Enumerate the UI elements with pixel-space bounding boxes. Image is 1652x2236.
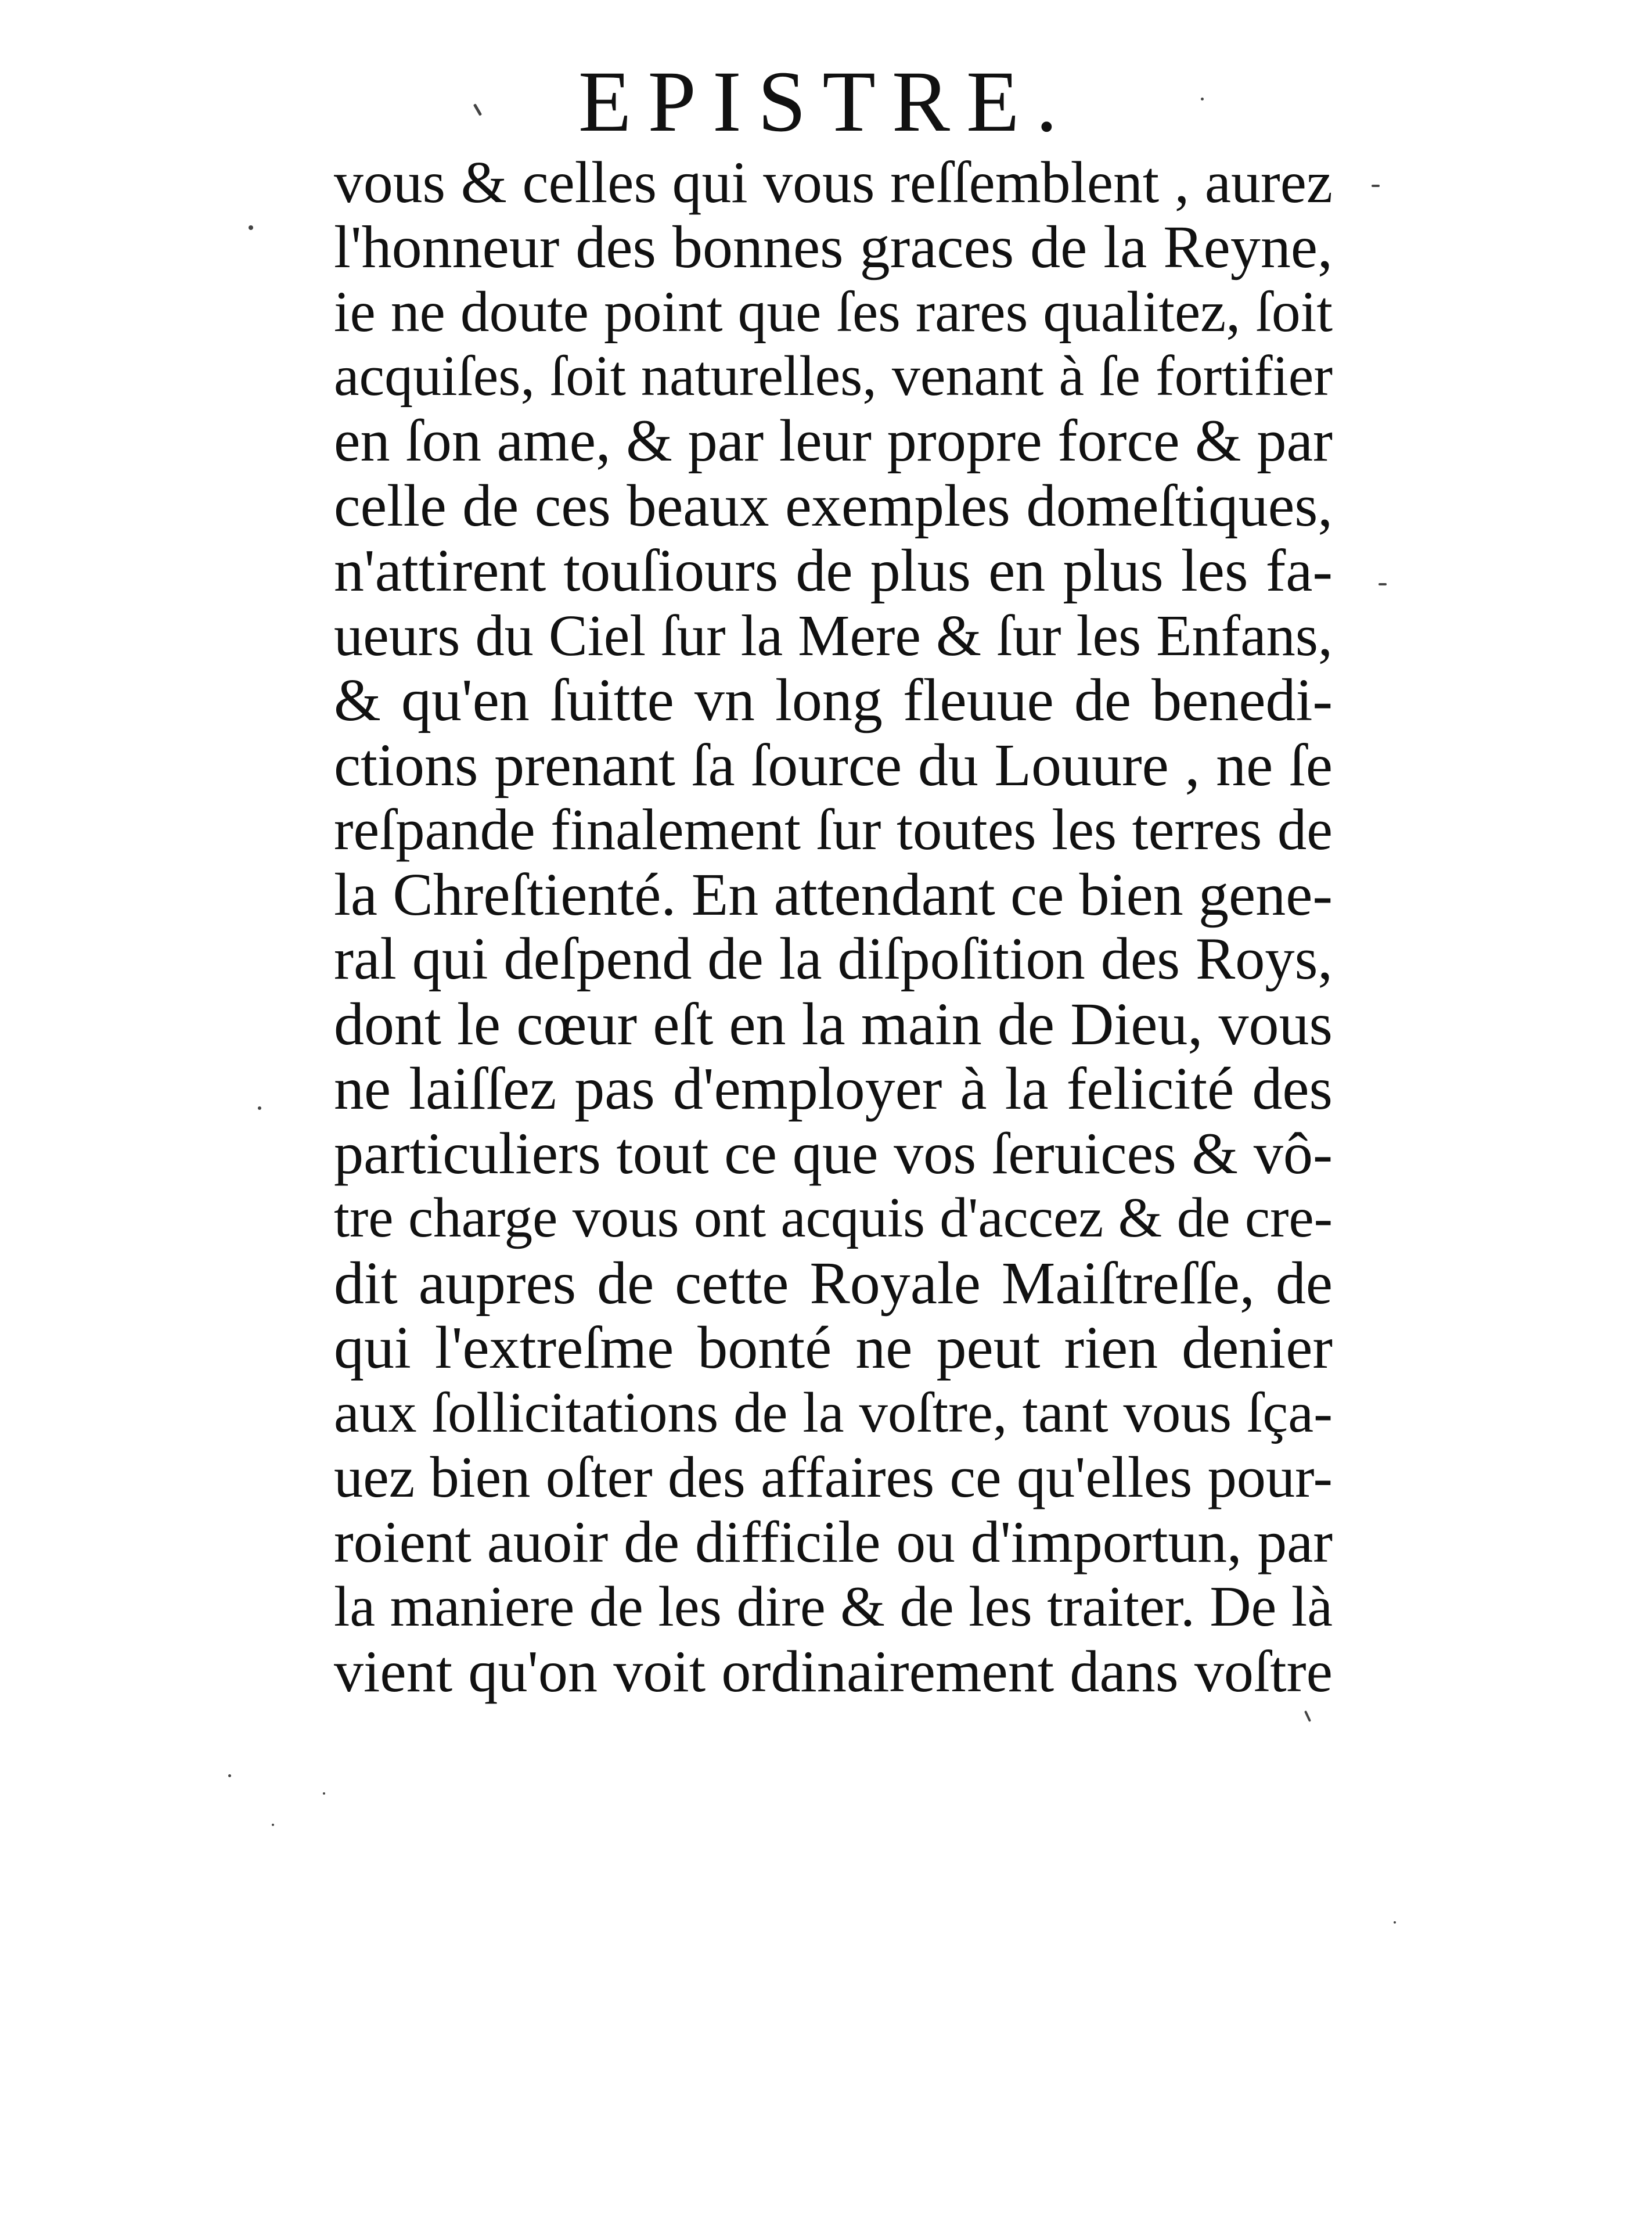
text-line: la maniere de les dire & de les traiter. De là bbox=[334, 1575, 1333, 1638]
ink-speck bbox=[1372, 185, 1380, 187]
text-line: dont le cœur eſt en la main de Dieu, vous bbox=[334, 990, 1333, 1058]
text-line: ral qui deſpend de la diſpoſition des Roys, bbox=[334, 926, 1333, 992]
body-text bbox=[334, 150, 1333, 1704]
ink-speck bbox=[249, 225, 253, 230]
text-line: celle de ces beaux exemples domeſtiques, bbox=[334, 472, 1333, 539]
text-line: uez bien oſter des affaires ce qu'elles pour- bbox=[334, 1445, 1333, 1509]
text-line: en ſon ame, & par leur propre force & par bbox=[334, 408, 1333, 474]
ink-speck bbox=[1304, 1710, 1311, 1722]
text-line: vient qu'on voit ordinairement dans voſtre bbox=[334, 1638, 1333, 1705]
ink-speck bbox=[272, 1824, 274, 1826]
text-line: aux ſollicitations de la voſtre, tant vous ſça- bbox=[334, 1381, 1333, 1444]
text-line: acquiſes, ſoit naturelles, venant à ſe fortifier bbox=[334, 344, 1333, 408]
text-line: l'honneur des bonnes graces de la Reyne, bbox=[334, 213, 1333, 281]
text-line: vous & celles qui vous reſſemblent , aurez bbox=[334, 149, 1333, 215]
text-line: n'attirent touſiours de plus en plus les fa- bbox=[334, 537, 1333, 604]
running-head: EPISTRE. bbox=[578, 53, 1074, 150]
text-line: & qu'en ſuitte vn long fleuue de benedi- bbox=[334, 667, 1333, 734]
ink-speck bbox=[228, 1774, 231, 1777]
text-line: roient auoir de difficile ou d'importun, par bbox=[334, 1509, 1333, 1574]
ink-speck bbox=[1394, 1921, 1396, 1924]
text-line: ctions prenant ſa ſource du Louure , ne ſe bbox=[334, 731, 1333, 799]
ink-speck bbox=[1379, 583, 1387, 585]
text-line: dit aupres de cette Royale Maiſtreſſe, de bbox=[334, 1249, 1333, 1317]
text-line: ueurs du Ciel ſur la Mere & ſur les Enfans, bbox=[334, 603, 1333, 668]
text-line: ie ne doute point que ſes rares qualitez, ſoit bbox=[334, 279, 1333, 344]
ink-speck bbox=[258, 1106, 261, 1110]
text-line: reſpande finalement ſur toutes les terres de bbox=[334, 797, 1333, 862]
ink-speck bbox=[1201, 98, 1204, 100]
text-line: qui l'extreſme bonté ne peut rien denier bbox=[334, 1314, 1333, 1381]
text-line: particuliers tout ce que vos ſeruices & vô- bbox=[334, 1120, 1333, 1187]
ink-speck bbox=[323, 1792, 325, 1795]
text-line: ne laiſſez pas d'employer à la felicité des bbox=[334, 1055, 1333, 1122]
text-line: tre charge vous ont acquis d'accez & de cre- bbox=[334, 1187, 1333, 1249]
text-line: la Chreſtienté. En attendant ce bien gene- bbox=[334, 861, 1333, 928]
